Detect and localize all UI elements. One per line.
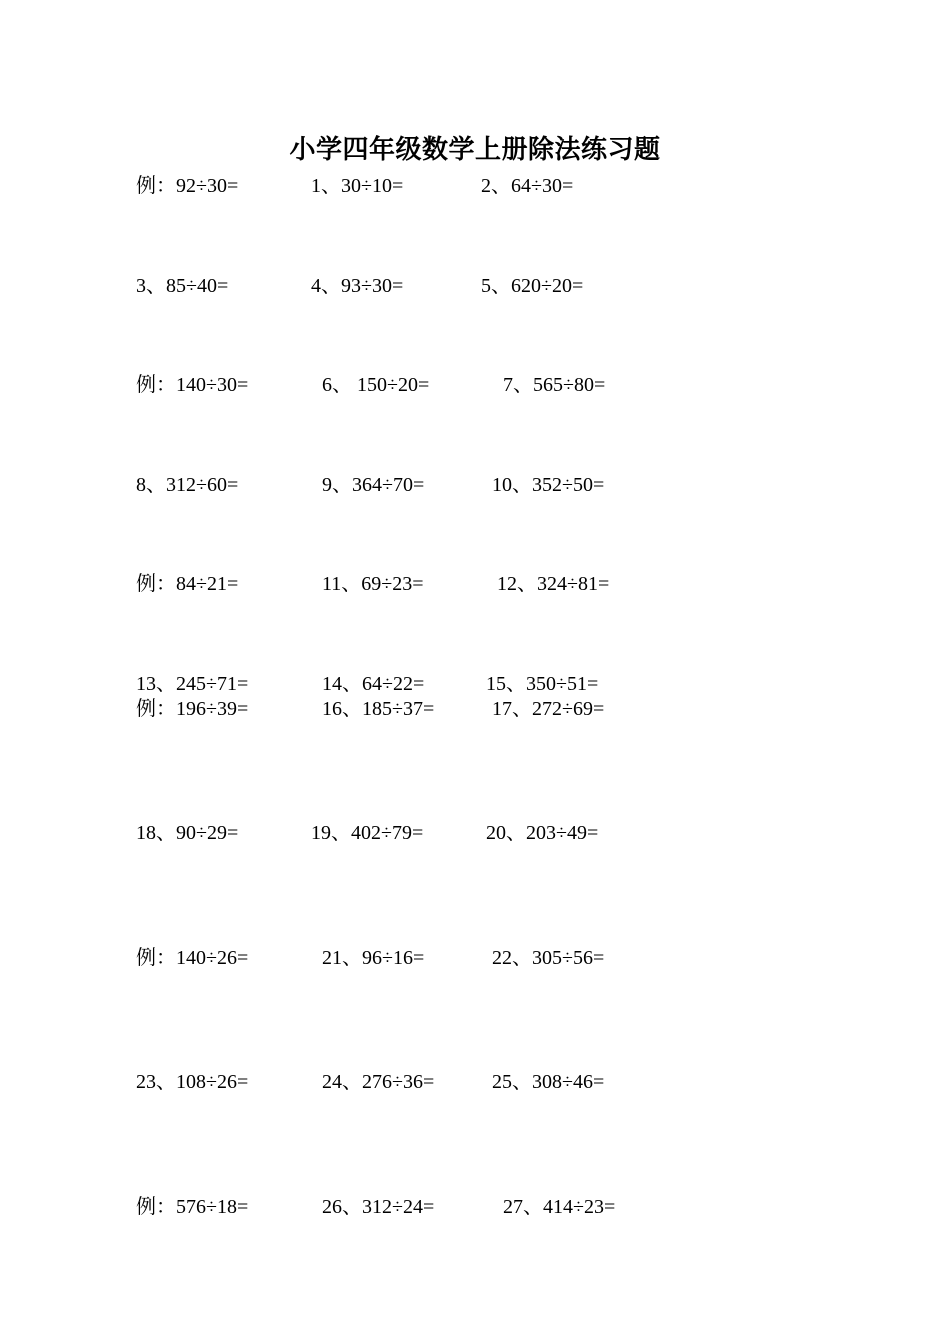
problem-6: 6、 150÷20= (322, 374, 430, 396)
problem-14: 14、64÷22= (322, 673, 425, 695)
problem-16: 16、185÷37= (322, 698, 435, 720)
problem-26: 26、312÷24= (322, 1196, 435, 1218)
problem-27: 27、414÷23= (503, 1196, 616, 1218)
problem-21: 21、96÷16= (322, 947, 425, 969)
problem-23: 23、108÷26= (136, 1071, 249, 1093)
problem-24: 24、276÷36= (322, 1071, 435, 1093)
problem-10: 10、352÷50= (492, 474, 605, 496)
problem-2: 2、64÷30= (481, 175, 574, 197)
problem-5: 5、620÷20= (481, 275, 584, 297)
problem-13: 13、245÷71= (136, 673, 249, 695)
problem-example-2: 例：140÷30= (136, 374, 249, 396)
problem-8: 8、312÷60= (136, 474, 239, 496)
problem-11: 11、69÷23= (322, 573, 424, 595)
problem-19: 19、402÷79= (311, 822, 424, 844)
problem-9: 9、364÷70= (322, 474, 425, 496)
problem-12: 12、324÷81= (497, 573, 610, 595)
problem-example-3: 例：84÷21= (136, 573, 239, 595)
problem-25: 25、308÷46= (492, 1071, 605, 1093)
problem-example-1: 例：92÷30= (136, 175, 239, 197)
problem-example-6: 例：576÷18= (136, 1196, 249, 1218)
problem-15: 15、350÷51= (486, 673, 599, 695)
problem-example-5: 例：140÷26= (136, 947, 249, 969)
problem-18: 18、90÷29= (136, 822, 239, 844)
problem-22: 22、305÷56= (492, 947, 605, 969)
problem-7: 7、565÷80= (503, 374, 606, 396)
page-title: 小学四年级数学上册除法练习题 (289, 135, 661, 165)
problem-4: 4、93÷30= (311, 275, 404, 297)
problem-20: 20、203÷49= (486, 822, 599, 844)
problem-3: 3、85÷40= (136, 275, 229, 297)
problem-example-4: 例：196÷39= (136, 698, 249, 720)
problem-1: 1、30÷10= (311, 175, 404, 197)
problem-17: 17、272÷69= (492, 698, 605, 720)
